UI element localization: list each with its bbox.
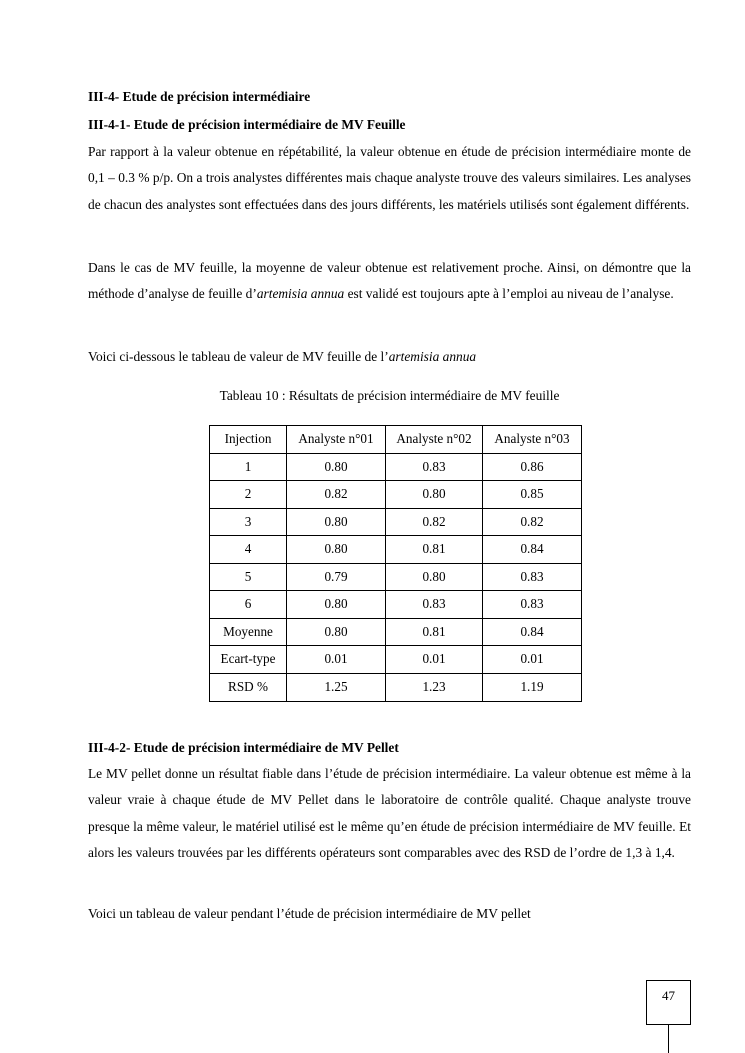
table-row <box>210 591 582 619</box>
table-row-std <box>210 646 582 674</box>
table-cell: 0.01 <box>483 646 582 674</box>
table-cell: 0.82 <box>386 508 483 536</box>
table-header-cell: Injection <box>210 426 287 454</box>
table-cell: 3 <box>210 508 287 536</box>
table-cell: 0.79 <box>287 563 386 591</box>
paragraph-line: analyste trouve presque la même valeur, le matériel utilisé est le même qu’en étude de précision <box>88 792 691 834</box>
table-row-rsd <box>210 673 582 701</box>
table-cell: 1.25 <box>287 673 386 701</box>
table-cell: RSD % <box>210 673 287 701</box>
table-row <box>210 563 582 591</box>
table-cell: 6 <box>210 591 287 619</box>
table-row <box>210 536 582 564</box>
table-cell: 1.23 <box>386 673 483 701</box>
paragraph-pellet <box>88 761 691 866</box>
table-cell: 0.80 <box>287 618 386 646</box>
table-row <box>210 508 582 536</box>
table-row <box>210 481 582 509</box>
paragraph-pellet-table-intro: Voici un tableau de valeur pendant l’étude de précision intermédiaire de MV pellet <box>88 906 531 921</box>
subsection-1-title: III-4-1- Etude de précision intermédiaire de MV Feuille <box>88 117 406 132</box>
table-cell: 0.83 <box>483 591 582 619</box>
paragraph-line: comparables avec des RSD de l’ordre de 1,3 à 1,4. <box>404 844 675 860</box>
table-cell: 0.80 <box>386 481 483 509</box>
paragraph-line: Dans le cas de MV feuille, la moyenne de valeur obtenue est relativement proche. Ainsi, on <box>88 260 598 275</box>
paragraph-line: même à la valeur vraie à chaque étude de MV Pellet dans le laboratoire de contrôle qualité. Chaque <box>88 766 691 808</box>
subsection-2-title: III-4-2- Etude de précision intermédiaire de MV Pellet <box>88 740 399 755</box>
table-cell: 0.80 <box>287 453 386 481</box>
table-cell: 5 <box>210 563 287 591</box>
table-cell: Ecart-type <box>210 646 287 674</box>
table-cell: 0.81 <box>386 618 483 646</box>
page-number: 47 <box>646 980 691 1025</box>
paragraph-text: est validé est toujours apte à <box>344 286 499 302</box>
table-cell: 0.86 <box>483 453 582 481</box>
table-cell: Moyenne <box>210 618 287 646</box>
table-cell: 0.80 <box>386 563 483 591</box>
table-cell: 0.01 <box>287 646 386 674</box>
table-cell: 1.19 <box>483 673 582 701</box>
table-cell: 4 <box>210 536 287 564</box>
table-cell: 0.82 <box>287 481 386 509</box>
paragraph-line: monte de 0,1 – 0.3 % p/p. On a trois analystes différentes mais chaque analyste trouve des valeurs <box>88 144 691 186</box>
page-number-connector <box>668 1024 669 1053</box>
table-cell: 0.01 <box>386 646 483 674</box>
table-cell: 0.84 <box>483 618 582 646</box>
table-cell: 0.80 <box>287 591 386 619</box>
table-header-cell: Analyste n°03 <box>483 426 582 454</box>
table-row-mean <box>210 618 582 646</box>
section-title: III-4- Etude de précision intermédiaire <box>88 89 311 104</box>
paragraph-line: Le MV pellet donne un résultat fiable dans l’étude de précision intermédiaire. La valeur obtenue est <box>88 766 631 781</box>
table-cell: 0.82 <box>483 508 582 536</box>
table-header-cell: Analyste n°02 <box>386 426 483 454</box>
paragraph-line: l’emploi au niveau de l’analyse. <box>502 286 674 302</box>
results-table <box>209 425 582 702</box>
table-cell: 0.81 <box>386 536 483 564</box>
table-header-row <box>210 426 582 454</box>
table-cell: 0.80 <box>287 508 386 536</box>
table-header-cell: Analyste n°01 <box>287 426 386 454</box>
table-cell: 1 <box>210 453 287 481</box>
table-cell: 0.84 <box>483 536 582 564</box>
table-cell: 0.85 <box>483 481 582 509</box>
paragraph-feuille <box>88 255 691 308</box>
species-name: artemisia annua <box>388 349 477 364</box>
paragraph-line: matériels utilisés sont également différents. <box>457 196 690 212</box>
table-caption: Tableau 10 : Résultats de précision intermédiaire de MV feuille <box>219 388 560 403</box>
paragraph-intro <box>88 139 691 218</box>
paragraph-text: démontre que la méthode d’analyse de feuille d’ <box>88 260 691 302</box>
table-row <box>210 453 582 481</box>
table-cell: 0.80 <box>287 536 386 564</box>
table-cell: 0.83 <box>386 591 483 619</box>
table-cell: 0.83 <box>483 563 582 591</box>
paragraph-table-intro <box>88 349 476 365</box>
species-name: artemisia annua <box>256 286 345 302</box>
paragraph-line: similaires. Les analyses de chacun des analystes sont effectuées dans des jours différents, les <box>88 170 692 212</box>
paragraph-line: intermédiaire de MV feuille. Et alors les valeurs trouvées par les différents opérateurs sont <box>88 818 691 860</box>
paragraph-line: Par rapport à la valeur obtenue en répétabilité, la valeur obtenue en étude de précision intermédiaire <box>88 144 637 159</box>
table-cell: 2 <box>210 481 287 509</box>
table-cell: 0.83 <box>386 453 483 481</box>
paragraph-text: Voici ci-dessous le tableau de valeur de MV feuille de l’ <box>88 349 389 364</box>
